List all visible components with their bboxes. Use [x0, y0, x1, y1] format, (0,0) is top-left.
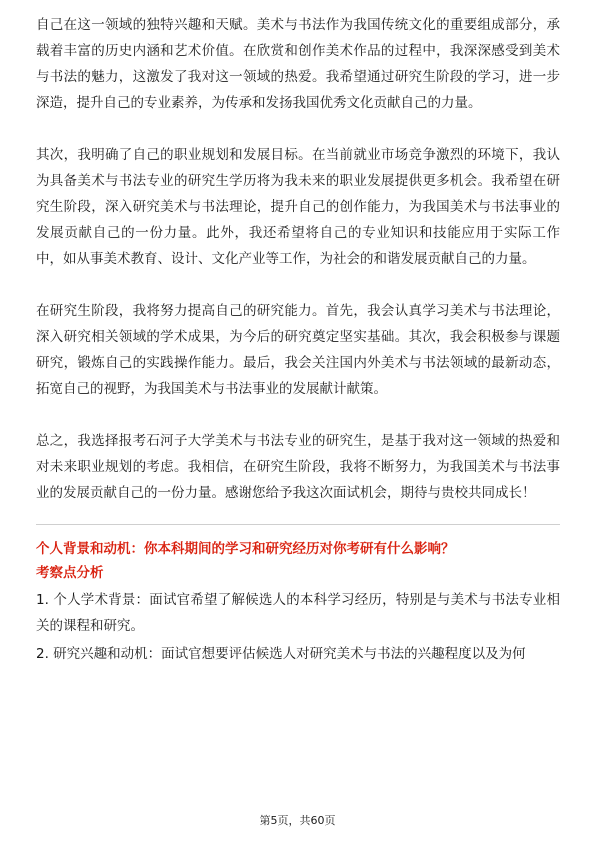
- page-content: [36, 12, 560, 669]
- analysis-point-2: 2. 研究兴趣和动机：面试官想要评估候选人对研究美术与书法的兴趣程度以及为何: [36, 646, 526, 662]
- interview-question: 个人背景和动机：你本科期间的学习和研究经历对你考研有什么影响？: [36, 541, 455, 557]
- paragraph-3: 在研究生阶段，我将努力提高自己的研究能力。首先，我会认真学习美术与书法理论，深入研究相关领域的学术成果，为今后的研究奠定坚实基础。其次，我会积极参与课题研究，锻炼自己的实践操作能力。最后，我会关注国内外美术与书法领域的最新动态，拓宽自己的视野，为我国美术与书法事业的发展献计献策。: [36, 303, 560, 397]
- paragraph-1: 自己在这一领域的独特兴趣和天赋。美术与书法作为我国传统文化的重要组成部分，承载着丰富的历史内涵和艺术价值。在欣赏和创作美术作品的过程中，我深深感受到美术与书法的魅力，这激发了我对这一领域的热爱。我希望通过研究生阶段的学习，进一步深造，提升自己的专业素养，为传承和发扬我国优秀文化贡献自己的力量。: [36, 17, 560, 111]
- paragraph-2: 其次，我明确了自己的职业规划和发展目标。在当前就业市场竞争激烈的环境下，我认为具备美术与书法专业的研究生学历将为我未来的职业发展提供更多机会。我希望在研究生阶段，深入研究美术与书法理论，提升自己的创作能力，为我国美术与书法事业的发展贡献自己的一份力量。此外，我还希望将自己的专业知识和技能应用于实际工作中，如从事美术教育、设计、文化产业等工作，为社会的和谐发展贡献自己的力量。: [36, 147, 560, 267]
- analysis-heading: 考察点分析: [36, 565, 104, 581]
- section-divider: [36, 524, 560, 525]
- paragraph-4: 总之，我选择报考石河子大学美术与书法专业的研究生，是基于我对这一领域的热爱和对未来职业规划的考虑。我相信，在研究生阶段，我将不断努力，为我国美术与书法事业的发展贡献自己的一份力量。感谢您给予我这次面试机会，期待与贵校共同成长！: [36, 433, 560, 501]
- page-number: 第5页，共60页: [259, 814, 336, 827]
- analysis-point-1: 1. 个人学术背景：面试官希望了解候选人的本科学习经历，特别是与美术与书法专业相关的课程和研究。: [36, 592, 560, 634]
